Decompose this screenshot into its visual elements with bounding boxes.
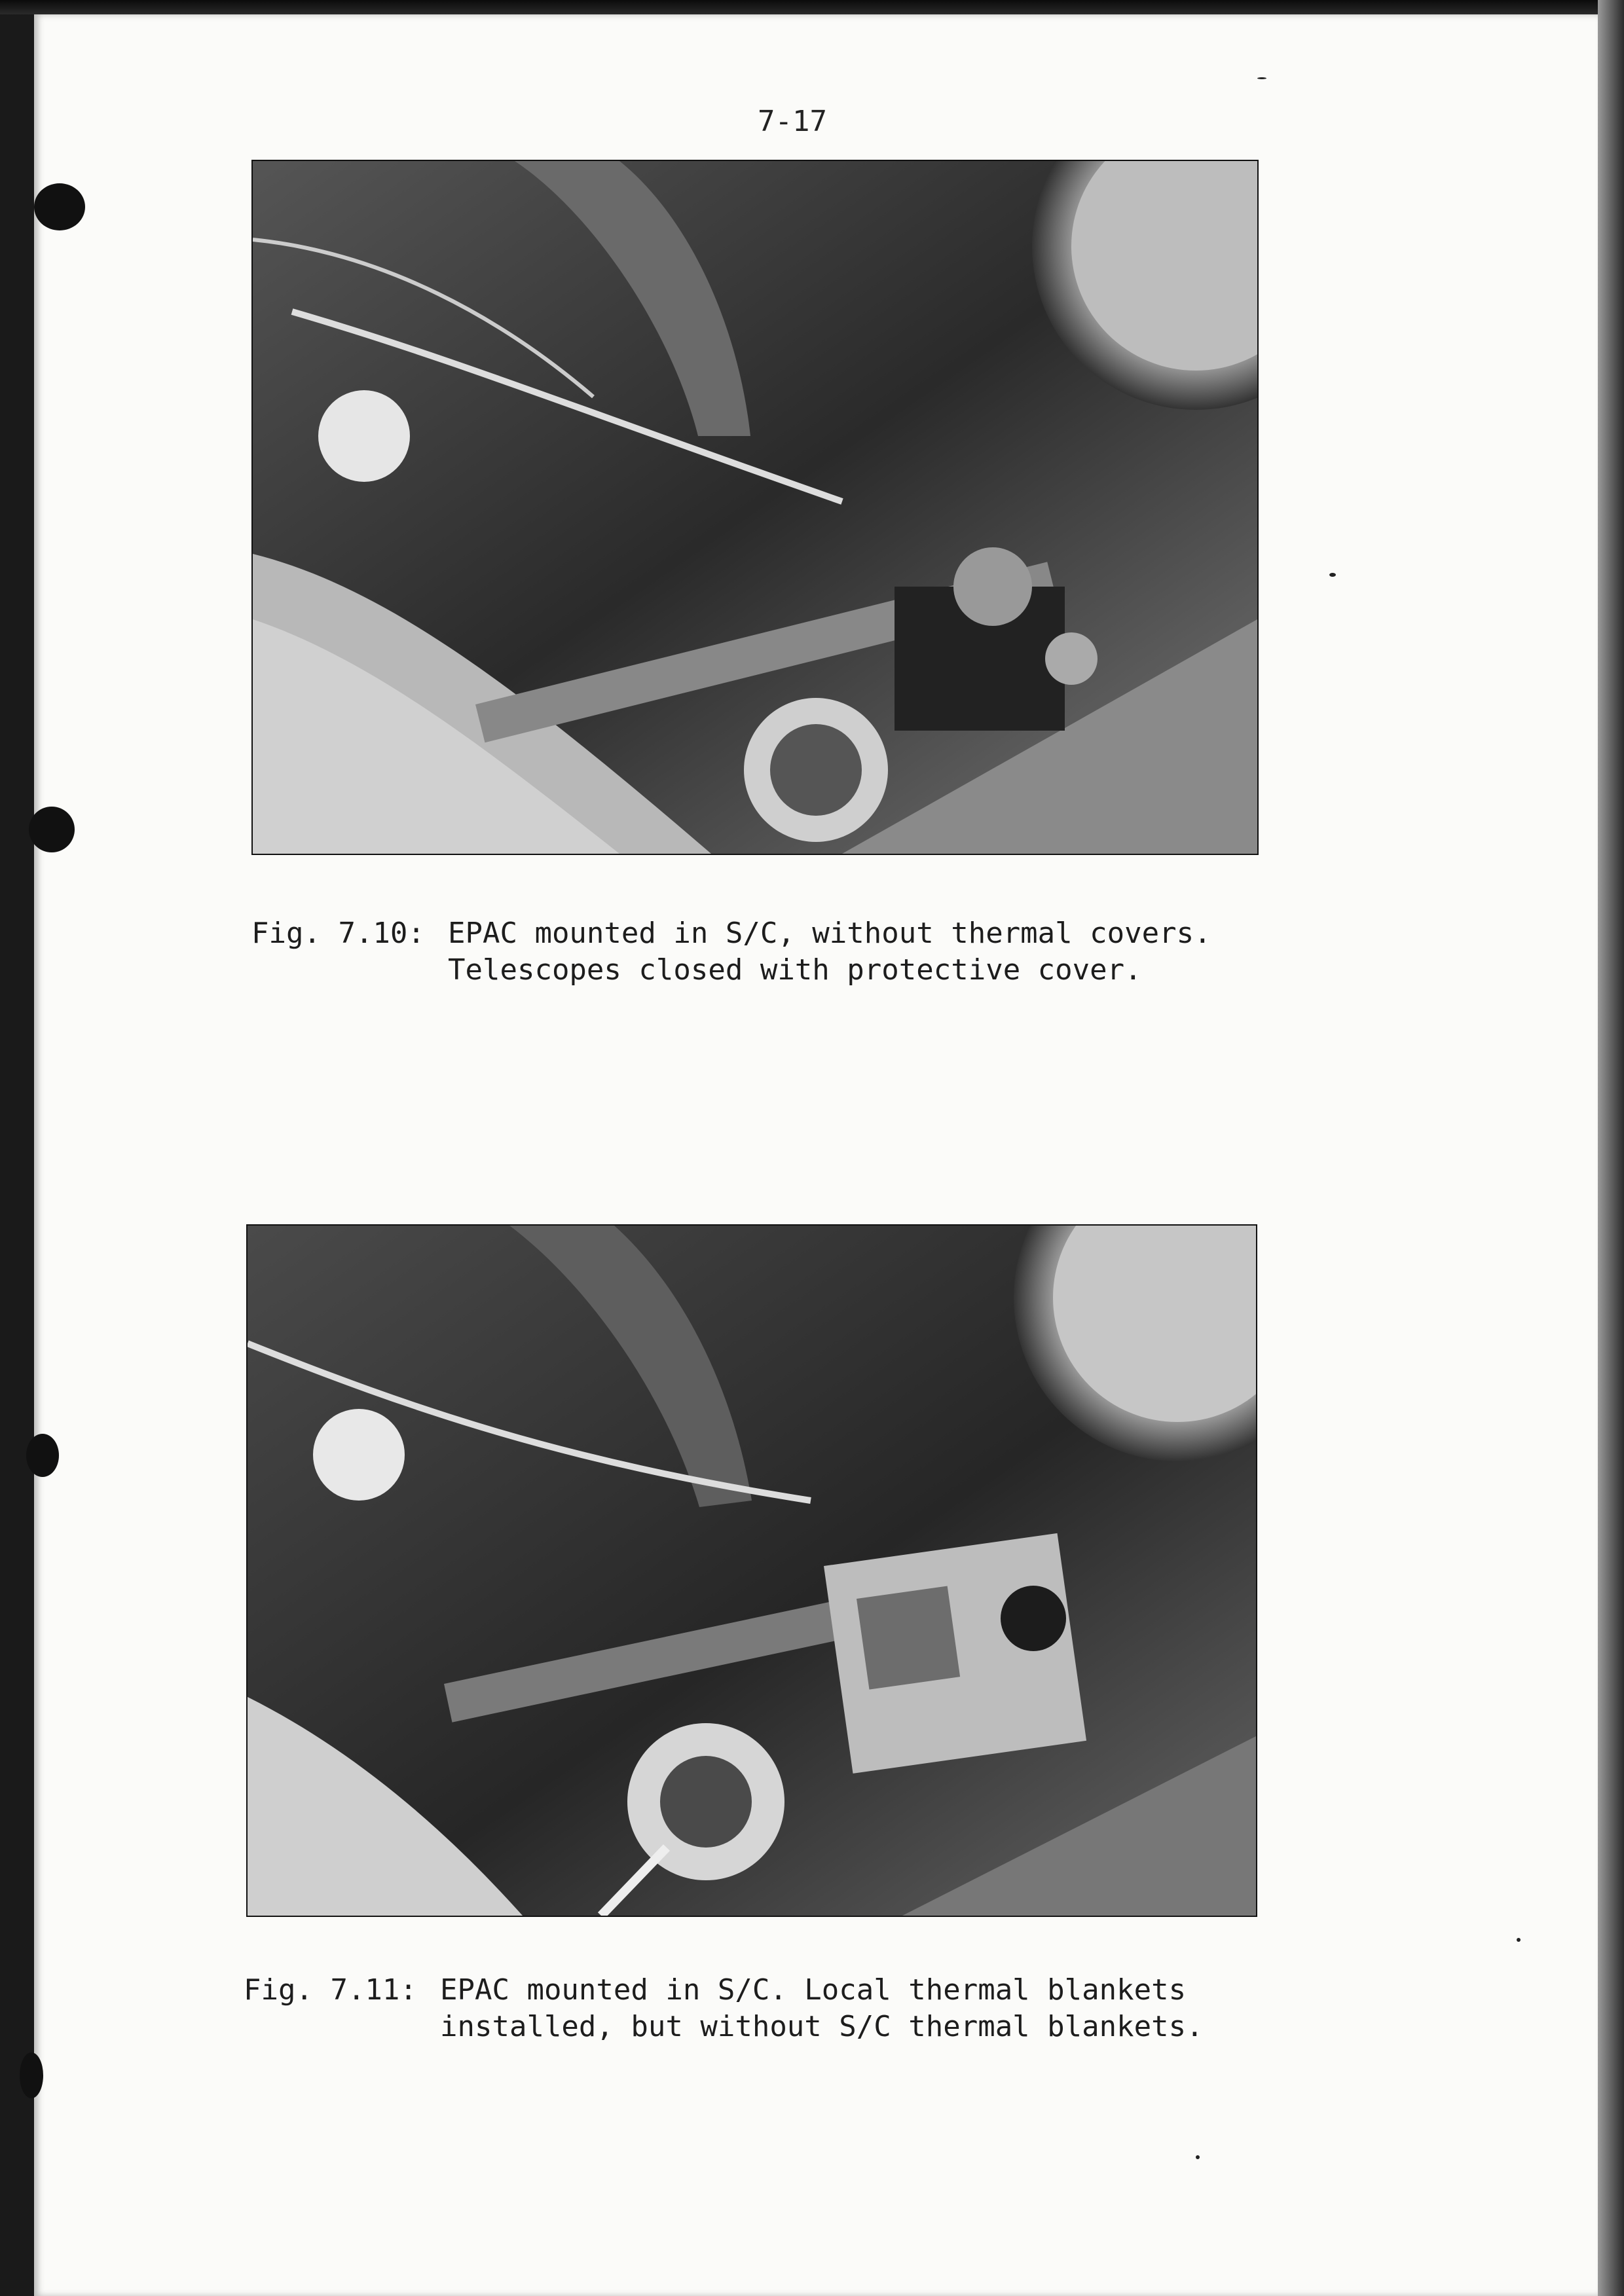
scan-edge-top <box>0 0 1624 14</box>
scan-speck <box>1329 573 1336 577</box>
figure-label: Fig. 7.10: <box>251 917 425 950</box>
caption-line: installed, but without S/C thermal blankets. <box>440 2010 1204 2043</box>
figure-label: Fig. 7.11: <box>244 1973 417 2007</box>
caption-line: Telescopes closed with protective cover. <box>448 953 1142 987</box>
punch-hole <box>34 183 85 230</box>
scan-speck <box>1196 2155 1200 2159</box>
figure-7-11-caption <box>244 1972 1252 2050</box>
figure-7-11-photo <box>246 1224 1257 1917</box>
figure-7-10-photo <box>251 160 1259 855</box>
punch-hole <box>20 2052 43 2098</box>
scan-speck <box>1257 77 1266 79</box>
page-number: 7-17 <box>758 105 827 138</box>
caption-line: EPAC mounted in S/C, without thermal covers. <box>448 917 1211 950</box>
punch-hole <box>29 807 75 852</box>
punch-hole <box>26 1434 59 1477</box>
scan-speck <box>1517 1938 1521 1942</box>
scan-edge-right <box>1598 0 1624 2296</box>
figure-7-10-caption <box>251 915 1247 994</box>
caption-line: EPAC mounted in S/C. Local thermal blankets <box>440 1973 1187 2007</box>
